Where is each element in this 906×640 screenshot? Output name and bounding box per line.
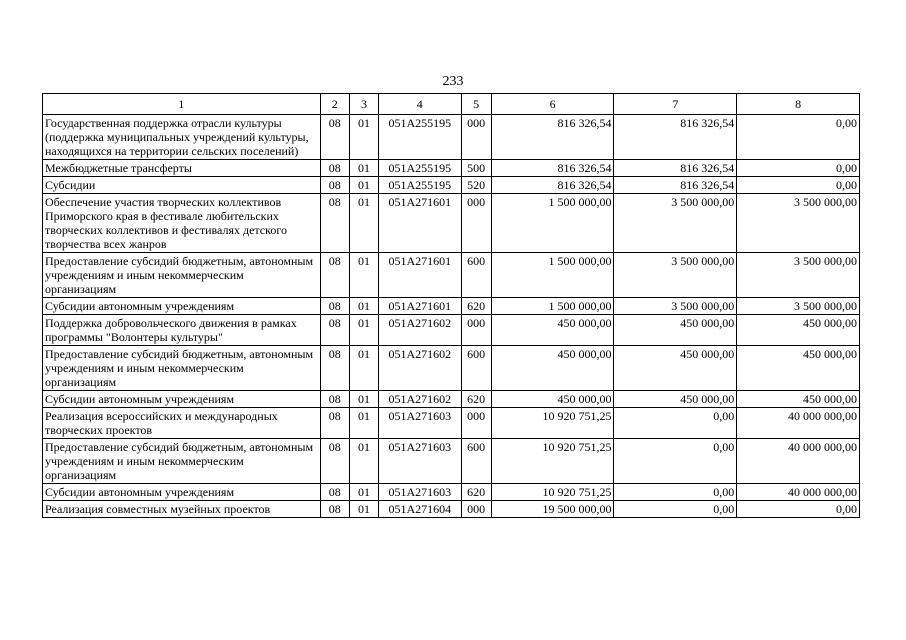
row-section-code: 08 [320, 298, 349, 315]
row-expense-type-code: 600 [461, 439, 491, 484]
row-expense-type-code: 600 [461, 253, 491, 298]
row-expense-type-code: 620 [461, 391, 491, 408]
row-subsection-code: 01 [349, 194, 378, 253]
column-header-2: 2 [320, 94, 349, 115]
table-row [43, 408, 860, 439]
row-name-cell: Субсидии автономным учреждениям [43, 391, 321, 408]
row-amount-col8: 450 000,00 [737, 391, 860, 408]
row-subsection-code: 01 [349, 315, 378, 346]
row-name-cell: Предоставление субсидий бюджетным, автономным учреждениям и иным некоммерческим организациям [43, 253, 321, 298]
row-subsection-code: 01 [349, 346, 378, 391]
table-body [43, 115, 860, 518]
row-expense-type-code: 000 [461, 315, 491, 346]
row-amount-col8: 0,00 [737, 501, 860, 518]
column-header-1: 1 [43, 94, 321, 115]
row-amount-col6: 816 326,54 [491, 177, 614, 194]
row-section-code: 08 [320, 408, 349, 439]
row-subsection-code: 01 [349, 484, 378, 501]
column-header-8: 8 [737, 94, 860, 115]
row-amount-col6: 10 920 751,25 [491, 408, 614, 439]
table-row [43, 439, 860, 484]
row-subsection-code: 01 [349, 439, 378, 484]
row-subsection-code: 01 [349, 391, 378, 408]
row-amount-col6: 1 500 000,00 [491, 253, 614, 298]
column-header-5: 5 [461, 94, 491, 115]
row-expense-type-code: 000 [461, 408, 491, 439]
row-target-article-code: 051A271601 [379, 194, 462, 253]
row-name-cell: Реализация всероссийских и международных творческих проектов [43, 408, 321, 439]
row-amount-col8: 0,00 [737, 115, 860, 160]
row-amount-col6: 450 000,00 [491, 315, 614, 346]
row-target-article-code: 051A255195 [379, 115, 462, 160]
row-amount-col8: 3 500 000,00 [737, 298, 860, 315]
row-subsection-code: 01 [349, 160, 378, 177]
row-amount-col7: 3 500 000,00 [614, 253, 737, 298]
row-section-code: 08 [320, 194, 349, 253]
row-amount-col7: 0,00 [614, 501, 737, 518]
row-amount-col7: 0,00 [614, 484, 737, 501]
row-amount-col8: 40 000 000,00 [737, 408, 860, 439]
row-expense-type-code: 620 [461, 298, 491, 315]
row-name-cell: Предоставление субсидий бюджетным, автономным учреждениям и иным некоммерческим организациям [43, 346, 321, 391]
row-name-cell: Поддержка добровольческого движения в рамках программы "Волонтеры культуры" [43, 315, 321, 346]
table-row [43, 315, 860, 346]
row-section-code: 08 [320, 115, 349, 160]
table-row [43, 253, 860, 298]
row-expense-type-code: 600 [461, 346, 491, 391]
row-subsection-code: 01 [349, 501, 378, 518]
row-amount-col8: 0,00 [737, 160, 860, 177]
row-amount-col8: 40 000 000,00 [737, 439, 860, 484]
row-section-code: 08 [320, 160, 349, 177]
row-expense-type-code: 500 [461, 160, 491, 177]
row-amount-col6: 1 500 000,00 [491, 298, 614, 315]
row-name-cell: Субсидии [43, 177, 321, 194]
row-expense-type-code: 520 [461, 177, 491, 194]
row-subsection-code: 01 [349, 177, 378, 194]
row-amount-col7: 3 500 000,00 [614, 298, 737, 315]
row-name-cell: Государственная поддержка отрасли культуры (поддержка муниципальных учреждений культуры, находящихся на территории сельских поселений) [43, 115, 321, 160]
row-amount-col7: 816 326,54 [614, 177, 737, 194]
row-target-article-code: 051A271602 [379, 315, 462, 346]
row-name-cell: Реализация совместных музейных проектов [43, 501, 321, 518]
header-row [43, 94, 860, 115]
table-row [43, 298, 860, 315]
row-amount-col8: 450 000,00 [737, 346, 860, 391]
row-amount-col6: 450 000,00 [491, 346, 614, 391]
row-subsection-code: 01 [349, 298, 378, 315]
row-name-cell: Субсидии автономным учреждениям [43, 484, 321, 501]
row-section-code: 08 [320, 346, 349, 391]
row-subsection-code: 01 [349, 115, 378, 160]
table-row [43, 115, 860, 160]
row-expense-type-code: 000 [461, 115, 491, 160]
row-amount-col7: 3 500 000,00 [614, 194, 737, 253]
row-target-article-code: 051A271603 [379, 408, 462, 439]
row-target-article-code: 051A271603 [379, 484, 462, 501]
row-target-article-code: 051A255195 [379, 160, 462, 177]
row-name-cell: Предоставление субсидий бюджетным, автономным учреждениям и иным некоммерческим организациям [43, 439, 321, 484]
row-section-code: 08 [320, 253, 349, 298]
row-amount-col6: 10 920 751,25 [491, 484, 614, 501]
row-section-code: 08 [320, 501, 349, 518]
page-number: 233 [442, 74, 464, 89]
table-row [43, 391, 860, 408]
row-amount-col7: 450 000,00 [614, 391, 737, 408]
row-amount-col8: 3 500 000,00 [737, 253, 860, 298]
table-row [43, 160, 860, 177]
row-target-article-code: 051A271602 [379, 346, 462, 391]
row-amount-col6: 10 920 751,25 [491, 439, 614, 484]
row-subsection-code: 01 [349, 253, 378, 298]
row-target-article-code: 051A271601 [379, 298, 462, 315]
row-expense-type-code: 000 [461, 194, 491, 253]
table-row [43, 177, 860, 194]
row-amount-col7: 0,00 [614, 439, 737, 484]
column-header-6: 6 [491, 94, 614, 115]
table-row [43, 484, 860, 501]
row-name-cell: Межбюджетные трансферты [43, 160, 321, 177]
column-header-4: 4 [379, 94, 462, 115]
row-section-code: 08 [320, 391, 349, 408]
row-amount-col8: 450 000,00 [737, 315, 860, 346]
row-amount-col7: 816 326,54 [614, 160, 737, 177]
row-expense-type-code: 000 [461, 501, 491, 518]
column-header-7: 7 [614, 94, 737, 115]
row-amount-col6: 816 326,54 [491, 160, 614, 177]
row-amount-col7: 0,00 [614, 408, 737, 439]
row-amount-col6: 816 326,54 [491, 115, 614, 160]
row-target-article-code: 051A255195 [379, 177, 462, 194]
row-amount-col7: 450 000,00 [614, 346, 737, 391]
row-expense-type-code: 620 [461, 484, 491, 501]
row-amount-col7: 816 326,54 [614, 115, 737, 160]
row-target-article-code: 051A271604 [379, 501, 462, 518]
row-amount-col8: 3 500 000,00 [737, 194, 860, 253]
row-amount-col7: 450 000,00 [614, 315, 737, 346]
row-section-code: 08 [320, 177, 349, 194]
row-section-code: 08 [320, 315, 349, 346]
row-target-article-code: 051A271602 [379, 391, 462, 408]
row-target-article-code: 051A271603 [379, 439, 462, 484]
row-amount-col8: 0,00 [737, 177, 860, 194]
table-row [43, 501, 860, 518]
table-row [43, 346, 860, 391]
row-amount-col6: 19 500 000,00 [491, 501, 614, 518]
row-section-code: 08 [320, 484, 349, 501]
budget-table [42, 93, 860, 518]
row-amount-col6: 1 500 000,00 [491, 194, 614, 253]
row-amount-col8: 40 000 000,00 [737, 484, 860, 501]
row-section-code: 08 [320, 439, 349, 484]
table-row [43, 194, 860, 253]
row-subsection-code: 01 [349, 408, 378, 439]
row-name-cell: Субсидии автономным учреждениям [43, 298, 321, 315]
row-target-article-code: 051A271601 [379, 253, 462, 298]
column-header-3: 3 [349, 94, 378, 115]
row-name-cell: Обеспечение участия творческих коллективов Приморского края в фестивале любительских творческих коллективов и фестивалях детского творчества всех жанров [43, 194, 321, 253]
row-amount-col6: 450 000,00 [491, 391, 614, 408]
